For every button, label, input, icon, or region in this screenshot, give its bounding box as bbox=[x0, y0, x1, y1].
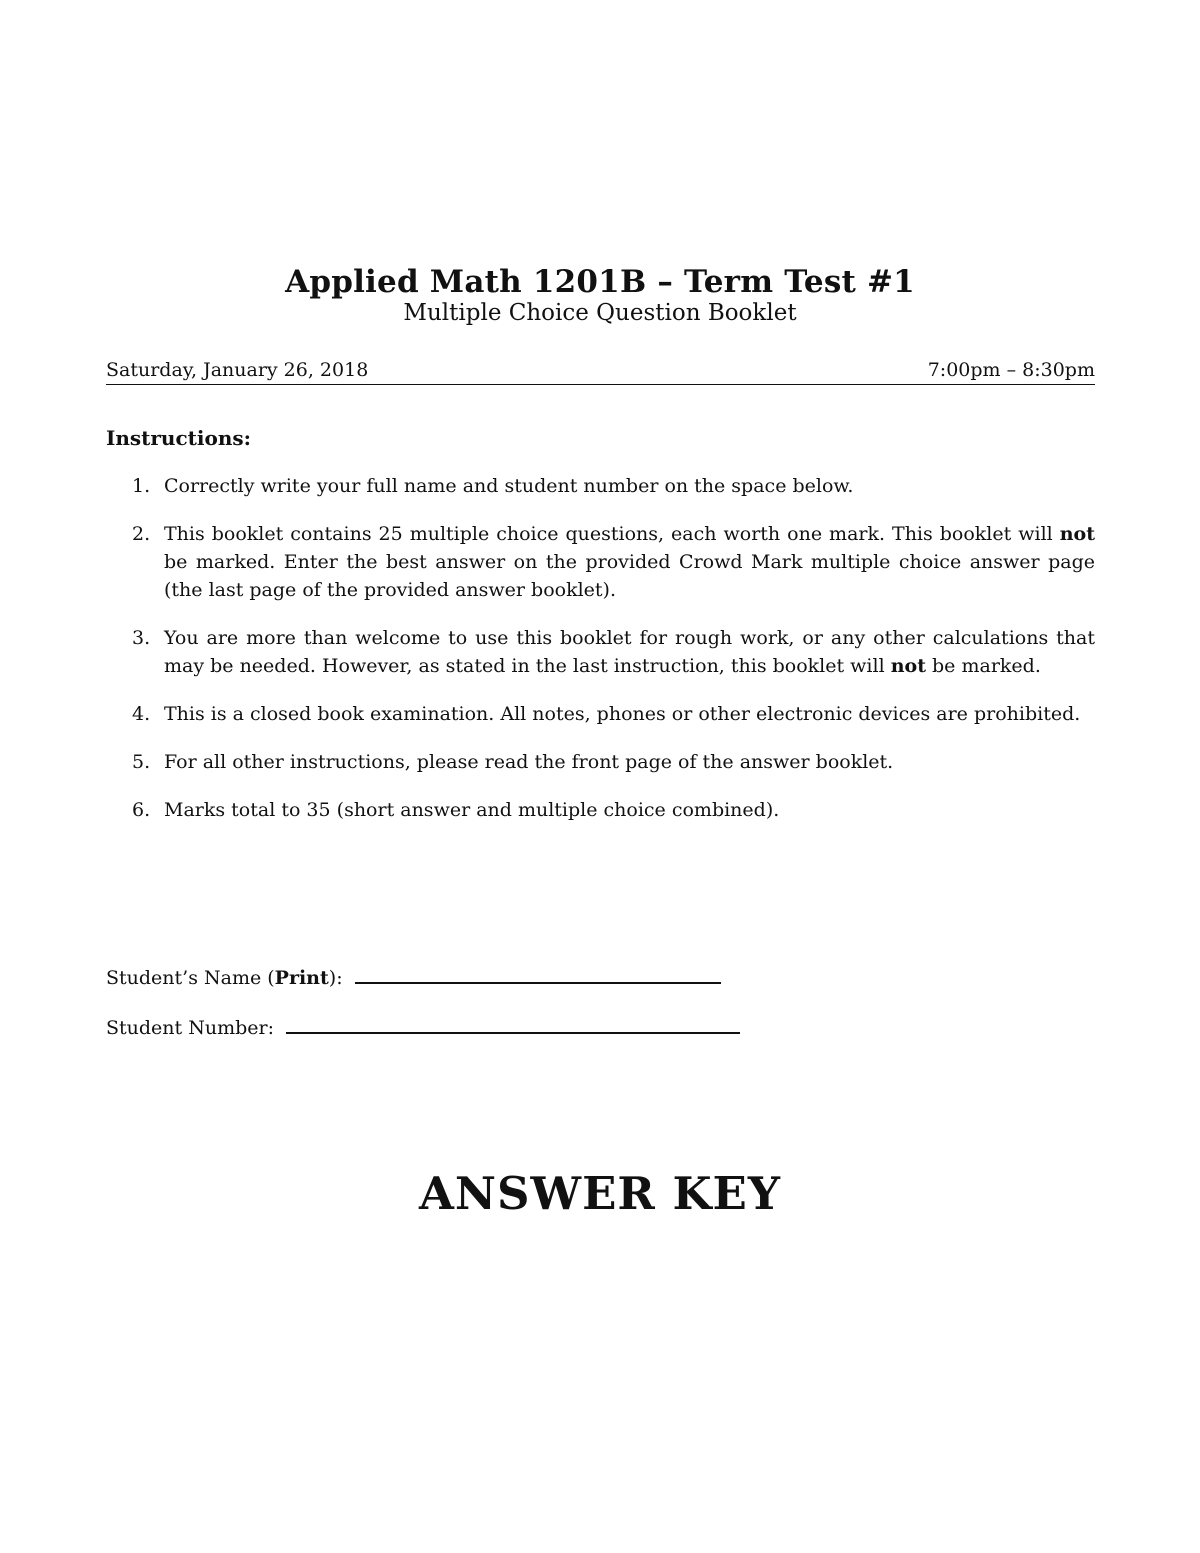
student-name-blank[interactable] bbox=[355, 962, 721, 984]
exam-time: 7:00pm – 8:30pm bbox=[927, 359, 1095, 381]
instruction-text: Marks total to 35 (short answer and multiple choice combined). bbox=[164, 799, 780, 821]
student-name-label-bold: Print bbox=[274, 967, 329, 989]
page-title: Applied Math 1201B – Term Test #1 bbox=[285, 264, 915, 300]
instruction-number: 6. bbox=[132, 799, 151, 821]
instruction-item bbox=[106, 520, 1095, 604]
instruction-emphasis: not bbox=[890, 655, 926, 677]
instruction-number: 2. bbox=[132, 523, 151, 545]
instruction-number: 5. bbox=[132, 751, 151, 773]
student-name-label bbox=[106, 967, 343, 989]
answer-key-heading: ANSWER KEY bbox=[419, 1167, 781, 1220]
instruction-emphasis: not bbox=[1059, 523, 1095, 545]
student-number-field bbox=[106, 1012, 740, 1042]
instruction-item bbox=[106, 472, 1095, 500]
instruction-number: 3. bbox=[132, 627, 151, 649]
instruction-item bbox=[106, 796, 1095, 824]
instruction-text: Correctly write your full name and student number on the space below. bbox=[164, 475, 854, 497]
instruction-item bbox=[106, 700, 1095, 728]
instruction-text: This is a closed book examination. All notes, phones or other electronic devices are prohibited. bbox=[164, 703, 1081, 725]
instruction-number: 4. bbox=[132, 703, 151, 725]
date-time-line bbox=[106, 356, 1095, 385]
student-name-label-pre: Student’s Name ( bbox=[106, 967, 275, 989]
student-name-label-post: ): bbox=[328, 967, 343, 989]
instruction-text: be marked. Enter the best answer on the provided Crowd Mark multiple choice answer page (the last page of the provided answer booklet). bbox=[164, 551, 1095, 601]
page-subtitle: Multiple Choice Question Booklet bbox=[403, 300, 797, 326]
instruction-text: For all other instructions, please read the front page of the answer booklet. bbox=[164, 751, 894, 773]
student-name-field bbox=[106, 962, 721, 992]
instruction-item bbox=[106, 624, 1095, 680]
instruction-item bbox=[106, 748, 1095, 776]
instruction-number: 1. bbox=[132, 475, 151, 497]
instruction-text: You are more than welcome to use this booklet for rough work, or any other calculations that may be needed. However, as stated in the last instruction, this booklet will bbox=[164, 627, 1095, 677]
instructions-list bbox=[106, 472, 1095, 844]
instruction-text: be marked. bbox=[925, 655, 1041, 677]
exam-date: Saturday, January 26, 2018 bbox=[106, 359, 369, 381]
student-number-label: Student Number: bbox=[106, 1017, 274, 1039]
instructions-heading: Instructions: bbox=[106, 426, 252, 450]
student-number-blank[interactable] bbox=[286, 1012, 740, 1034]
instruction-text: This booklet contains 25 multiple choice questions, each worth one mark. This booklet will bbox=[164, 523, 1060, 545]
